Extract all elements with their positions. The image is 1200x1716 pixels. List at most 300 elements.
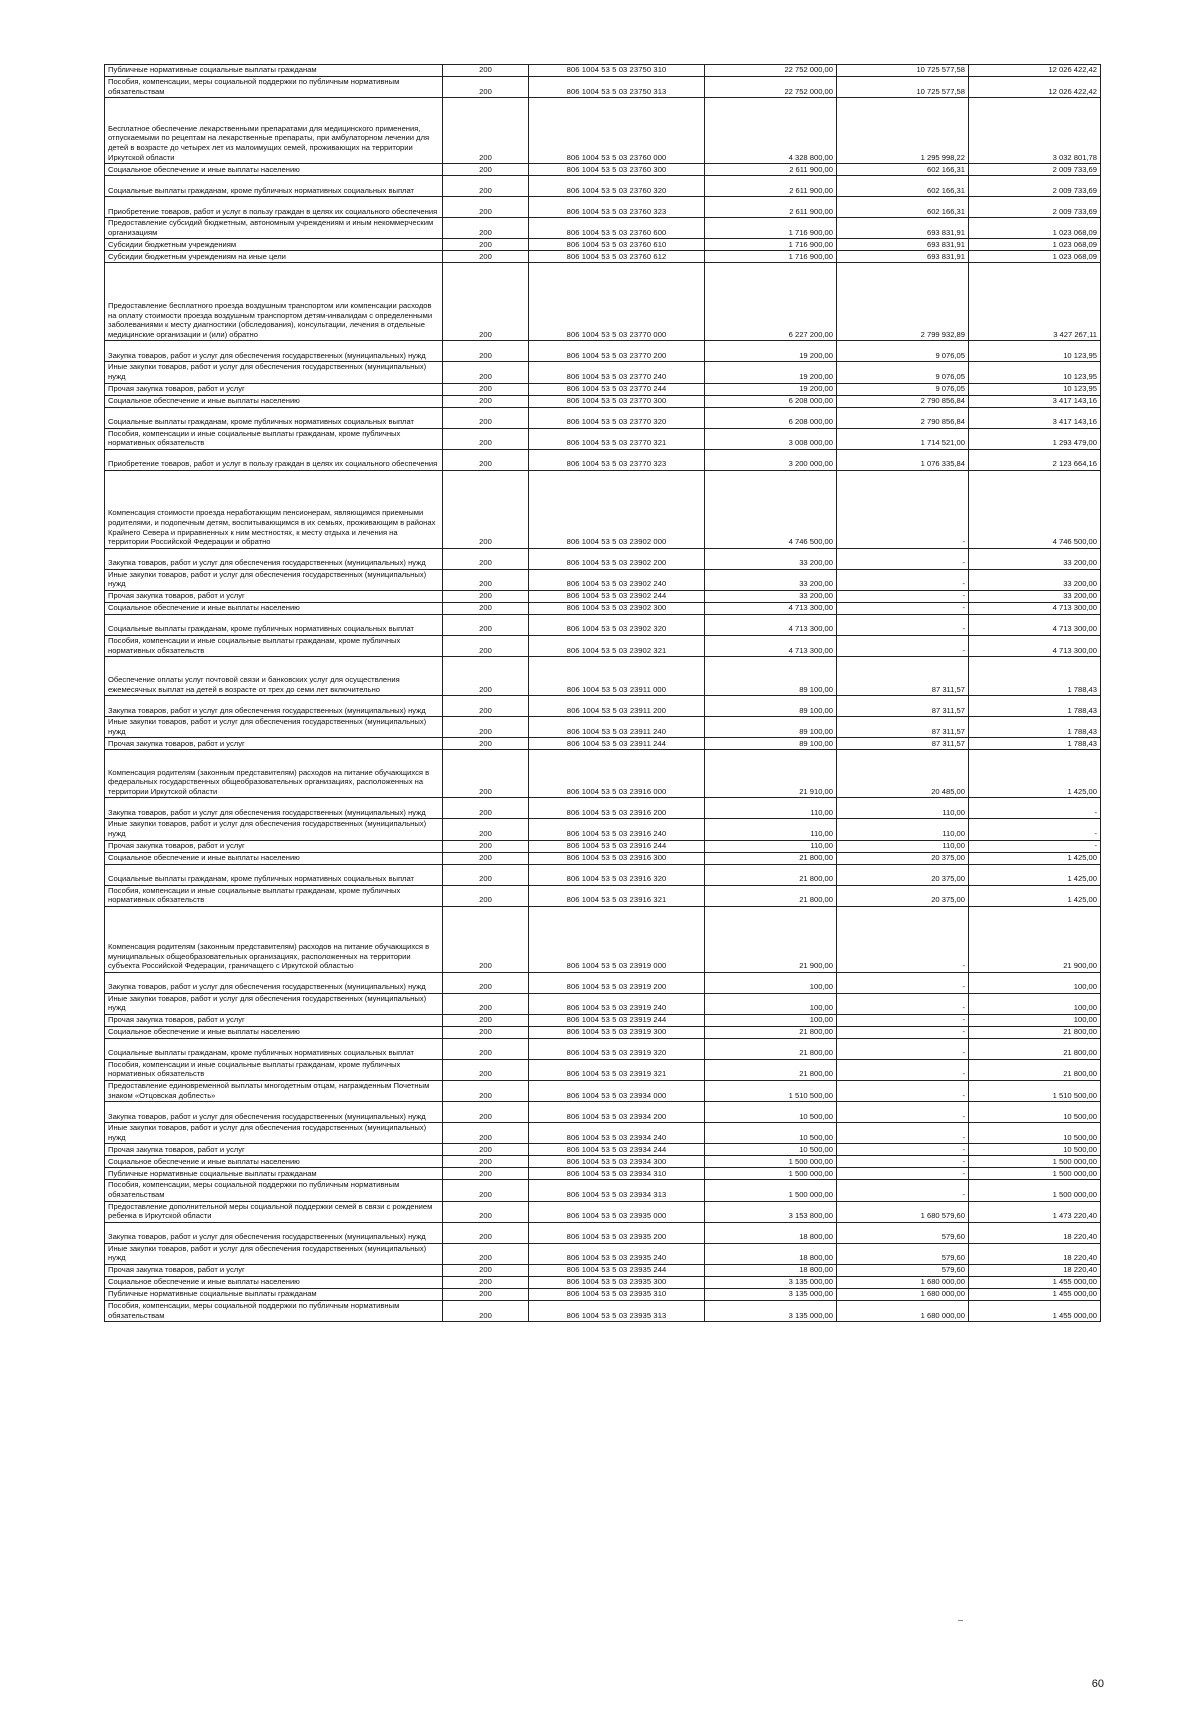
- cell-plan: 1 716 900,00: [705, 239, 837, 251]
- row-label: Иные закупки товаров, работ и услуг для обеспечения государственных (муниципальных) нужд: [108, 362, 427, 381]
- cell-exec: 1 680 000,00: [837, 1289, 969, 1301]
- table-row: [105, 407, 1101, 428]
- cell-name: [105, 885, 443, 906]
- cell-exec: 579,60: [837, 1243, 969, 1264]
- cell-name: [105, 840, 443, 852]
- cell-kbk: 806 1004 53 5 03 23916 240: [529, 819, 705, 840]
- cell-plan: 110,00: [705, 840, 837, 852]
- cell-code: 200: [443, 197, 529, 218]
- row-label: Пособия, компенсации и иные социальные выплаты гражданам, кроме публичных нормативных обязательств: [108, 1059, 401, 1079]
- cell-code: 200: [443, 1201, 529, 1222]
- cell-plan: 19 200,00: [705, 362, 837, 383]
- cell-name: [105, 614, 443, 635]
- row-label: Субсидии бюджетным учреждениям: [108, 239, 237, 249]
- cell-exec: 2 799 932,89: [837, 263, 969, 341]
- cell-rest: -: [969, 840, 1101, 852]
- cell-code: 200: [443, 657, 529, 696]
- cell-code: 200: [443, 993, 529, 1014]
- cell-name: [105, 395, 443, 407]
- cell-rest: 1 455 000,00: [969, 1289, 1101, 1301]
- cell-rest: 4 713 300,00: [969, 614, 1101, 635]
- cell-plan: 21 800,00: [705, 1059, 837, 1080]
- cell-rest: 4 713 300,00: [969, 635, 1101, 656]
- table-row: [105, 840, 1101, 852]
- cell-name: [105, 750, 443, 798]
- cell-kbk: 806 1004 53 5 03 23935 310: [529, 1289, 705, 1301]
- table-row: [105, 77, 1101, 98]
- cell-plan: 2 611 900,00: [705, 197, 837, 218]
- cell-code: 200: [443, 602, 529, 614]
- cell-plan: 10 500,00: [705, 1102, 837, 1123]
- cell-name: [105, 1277, 443, 1289]
- cell-rest: -: [969, 798, 1101, 819]
- cell-exec: 1 680 000,00: [837, 1301, 969, 1322]
- cell-kbk: 806 1004 53 5 03 23916 321: [529, 885, 705, 906]
- cell-rest: 100,00: [969, 1014, 1101, 1026]
- cell-name: [105, 798, 443, 819]
- cell-exec: -: [837, 1026, 969, 1038]
- cell-name: [105, 602, 443, 614]
- cell-plan: 3 008 000,00: [705, 428, 837, 449]
- cell-rest: 1 023 068,09: [969, 218, 1101, 239]
- cell-kbk: 806 1004 53 5 03 23919 300: [529, 1026, 705, 1038]
- table-row: [105, 1289, 1101, 1301]
- cell-plan: 1 716 900,00: [705, 251, 837, 263]
- cell-code: 200: [443, 1180, 529, 1201]
- table-row: [105, 362, 1101, 383]
- budget-table-page: [104, 64, 1100, 1322]
- cell-kbk: 806 1004 53 5 03 23934 310: [529, 1168, 705, 1180]
- table-row: [105, 657, 1101, 696]
- table-row: [105, 1201, 1101, 1222]
- table-row: [105, 1156, 1101, 1168]
- cell-plan: 18 800,00: [705, 1222, 837, 1243]
- row-label: Пособия, компенсации и иные социальные выплаты гражданам, кроме публичных нормативных обязательств: [108, 428, 401, 448]
- cell-plan: 6 227 200,00: [705, 263, 837, 341]
- cell-rest: 33 200,00: [969, 548, 1101, 569]
- cell-kbk: 806 1004 53 5 03 23916 320: [529, 864, 705, 885]
- cell-name: [105, 548, 443, 569]
- cell-rest: 1 500 000,00: [969, 1156, 1101, 1168]
- table-row: [105, 1081, 1101, 1102]
- cell-name: [105, 1243, 443, 1264]
- cell-name: [105, 449, 443, 470]
- row-label: Социальное обеспечение и иные выплаты населению: [108, 164, 300, 174]
- cell-rest: 3 417 143,16: [969, 407, 1101, 428]
- cell-name: [105, 1123, 443, 1144]
- cell-name: [105, 251, 443, 263]
- cell-kbk: 806 1004 53 5 03 23760 320: [529, 176, 705, 197]
- cell-rest: 10 500,00: [969, 1102, 1101, 1123]
- cell-name: [105, 1289, 443, 1301]
- cell-code: 200: [443, 383, 529, 395]
- cell-exec: -: [837, 1180, 969, 1201]
- cell-name: [105, 164, 443, 176]
- row-label: Иные закупки товаров, работ и услуг для обеспечения государственных (муниципальных) нужд: [108, 569, 427, 589]
- cell-kbk: 806 1004 53 5 03 23935 313: [529, 1301, 705, 1322]
- cell-plan: 10 500,00: [705, 1123, 837, 1144]
- cell-plan: 22 752 000,00: [705, 65, 837, 77]
- cell-exec: 579,60: [837, 1265, 969, 1277]
- cell-kbk: 806 1004 53 5 03 23770 321: [529, 428, 705, 449]
- cell-rest: 1 500 000,00: [969, 1168, 1101, 1180]
- cell-code: 200: [443, 1144, 529, 1156]
- cell-exec: -: [837, 1123, 969, 1144]
- cell-code: 200: [443, 1265, 529, 1277]
- row-label: Бесплатное обеспечение лекарственными препаратами для медицинского применения, отпускаемыми по рецептам на лекарственные препараты, при амбулаторном лечении для детей в возрасте до четырех лет из малоимущих семей, проживающих на территории Иркутской области: [108, 123, 430, 162]
- cell-exec: 1 295 998,22: [837, 98, 969, 164]
- cell-kbk: 806 1004 53 5 03 23760 610: [529, 239, 705, 251]
- row-label: Пособия, компенсации и иные социальные выплаты гражданам, кроме публичных нормативных обязательств: [108, 885, 401, 905]
- cell-code: 200: [443, 164, 529, 176]
- cell-name: [105, 1081, 443, 1102]
- cell-rest: 1 455 000,00: [969, 1301, 1101, 1322]
- cell-kbk: 806 1004 53 5 03 23916 200: [529, 798, 705, 819]
- cell-name: [105, 717, 443, 738]
- cell-kbk: 806 1004 53 5 03 23916 244: [529, 840, 705, 852]
- cell-name: [105, 906, 443, 972]
- row-label: Иные закупки товаров, работ и услуг для обеспечения государственных (муниципальных) нужд: [108, 993, 427, 1013]
- cell-plan: 2 611 900,00: [705, 176, 837, 197]
- cell-rest: 4 713 300,00: [969, 602, 1101, 614]
- cell-exec: -: [837, 614, 969, 635]
- cell-code: 200: [443, 1038, 529, 1059]
- table-row: [105, 1168, 1101, 1180]
- cell-plan: 2 611 900,00: [705, 164, 837, 176]
- cell-code: 200: [443, 449, 529, 470]
- row-label: Социальное обеспечение и иные выплаты населению: [108, 1156, 300, 1166]
- cell-exec: -: [837, 1014, 969, 1026]
- table-row: [105, 1301, 1101, 1322]
- row-label: Иные закупки товаров, работ и услуг для обеспечения государственных (муниципальных) нужд: [108, 819, 427, 838]
- row-label: Социальные выплаты гражданам, кроме публичных нормативных социальных выплат: [108, 185, 415, 195]
- table-row: [105, 750, 1101, 798]
- table-row: [105, 1222, 1101, 1243]
- cell-rest: 1 425,00: [969, 864, 1101, 885]
- cell-name: [105, 972, 443, 993]
- table-row: [105, 395, 1101, 407]
- table-row: [105, 1180, 1101, 1201]
- cell-exec: -: [837, 993, 969, 1014]
- row-label: Прочая закупка товаров, работ и услуг: [108, 591, 245, 601]
- row-label: Иные закупки товаров, работ и услуг для обеспечения государственных (муниципальных) нужд: [108, 717, 427, 736]
- cell-name: [105, 1038, 443, 1059]
- cell-name: [105, 263, 443, 341]
- cell-name: [105, 218, 443, 239]
- cell-plan: 1 716 900,00: [705, 218, 837, 239]
- cell-kbk: 806 1004 53 5 03 23760 612: [529, 251, 705, 263]
- cell-kbk: 806 1004 53 5 03 23902 240: [529, 569, 705, 590]
- cell-plan: 1 510 500,00: [705, 1081, 837, 1102]
- cell-plan: 89 100,00: [705, 717, 837, 738]
- page-number: 60: [1091, 1678, 1104, 1690]
- cell-plan: 33 200,00: [705, 569, 837, 590]
- cell-name: [105, 696, 443, 717]
- cell-rest: 18 220,40: [969, 1222, 1101, 1243]
- cell-exec: 9 076,05: [837, 383, 969, 395]
- cell-exec: 2 790 856,84: [837, 407, 969, 428]
- cell-name: [105, 176, 443, 197]
- cell-kbk: 806 1004 53 5 03 23935 240: [529, 1243, 705, 1264]
- row-label: Социальное обеспечение и иные выплаты населению: [108, 395, 300, 405]
- row-label: Пособия, компенсации и иные социальные выплаты гражданам, кроме публичных нормативных обязательств: [108, 635, 401, 655]
- row-label: Предоставление субсидий бюджетным, автономным учреждениям и иным некоммерческим организациям: [108, 218, 434, 237]
- cell-kbk: 806 1004 53 5 03 23919 240: [529, 993, 705, 1014]
- cell-code: 200: [443, 819, 529, 840]
- cell-plan: 10 500,00: [705, 1144, 837, 1156]
- cell-exec: 602 166,31: [837, 176, 969, 197]
- table-row: [105, 993, 1101, 1014]
- row-label: Обеспечение оплаты услуг почтовой связи и банковских услуг для осуществления ежемесячных выплат на детей в возрасте от трех до семи лет включительно: [108, 674, 400, 694]
- cell-name: [105, 590, 443, 602]
- cell-plan: 21 900,00: [705, 906, 837, 972]
- cell-plan: 19 200,00: [705, 341, 837, 362]
- cell-code: 200: [443, 864, 529, 885]
- row-label: Социальные выплаты гражданам, кроме публичных нормативных социальных выплат: [108, 1048, 415, 1058]
- table-row: [105, 1144, 1101, 1156]
- cell-kbk: 806 1004 53 5 03 23911 240: [529, 717, 705, 738]
- cell-name: [105, 1265, 443, 1277]
- cell-code: 200: [443, 1123, 529, 1144]
- cell-exec: 1 714 521,00: [837, 428, 969, 449]
- cell-rest: 1 788,43: [969, 696, 1101, 717]
- cell-kbk: 806 1004 53 5 03 23902 200: [529, 548, 705, 569]
- cell-name: [105, 1059, 443, 1080]
- table-row: [105, 590, 1101, 602]
- cell-name: [105, 1144, 443, 1156]
- table-row: [105, 635, 1101, 656]
- cell-kbk: 806 1004 53 5 03 23935 000: [529, 1201, 705, 1222]
- row-label: Закупка товаров, работ и услуг для обеспечения государственных (муниципальных) нужд: [108, 350, 426, 360]
- table-row: [105, 218, 1101, 239]
- cell-rest: 100,00: [969, 993, 1101, 1014]
- cell-exec: 20 375,00: [837, 864, 969, 885]
- cell-plan: 33 200,00: [705, 548, 837, 569]
- cell-plan: 6 208 000,00: [705, 395, 837, 407]
- cell-plan: 33 200,00: [705, 590, 837, 602]
- row-label: Приобретение товаров, работ и услуг в пользу граждан в целях их социального обеспечения: [108, 459, 438, 469]
- cell-code: 200: [443, 798, 529, 819]
- cell-kbk: 806 1004 53 5 03 23934 240: [529, 1123, 705, 1144]
- cell-plan: 110,00: [705, 798, 837, 819]
- cell-plan: 4 746 500,00: [705, 470, 837, 548]
- cell-plan: 21 800,00: [705, 852, 837, 864]
- cell-code: 200: [443, 176, 529, 197]
- table-row: [105, 1277, 1101, 1289]
- cell-exec: 9 076,05: [837, 341, 969, 362]
- cell-code: 200: [443, 251, 529, 263]
- cell-kbk: 806 1004 53 5 03 23760 600: [529, 218, 705, 239]
- cell-code: 200: [443, 1243, 529, 1264]
- cell-name: [105, 852, 443, 864]
- cell-rest: 2 009 733,69: [969, 197, 1101, 218]
- cell-kbk: 806 1004 53 5 03 23916 300: [529, 852, 705, 864]
- cell-plan: 100,00: [705, 993, 837, 1014]
- cell-code: 200: [443, 750, 529, 798]
- cell-exec: 20 485,00: [837, 750, 969, 798]
- cell-rest: 18 220,40: [969, 1265, 1101, 1277]
- cell-kbk: 806 1004 53 5 03 23770 244: [529, 383, 705, 395]
- row-label: Социальные выплаты гражданам, кроме публичных нормативных социальных выплат: [108, 416, 415, 426]
- cell-rest: 2 009 733,69: [969, 164, 1101, 176]
- cell-name: [105, 1102, 443, 1123]
- row-label: Прочая закупка товаров, работ и услуг: [108, 1144, 245, 1154]
- cell-rest: 1 455 000,00: [969, 1277, 1101, 1289]
- cell-plan: 19 200,00: [705, 383, 837, 395]
- table-row: [105, 470, 1101, 548]
- table-row: [105, 614, 1101, 635]
- row-label: Иные закупки товаров, работ и услуг для обеспечения государственных (муниципальных) нужд: [108, 1123, 427, 1142]
- cell-exec: -: [837, 1168, 969, 1180]
- cell-rest: 1 293 479,00: [969, 428, 1101, 449]
- row-label: Публичные нормативные социальные выплаты гражданам: [108, 1168, 317, 1178]
- table-row: [105, 1026, 1101, 1038]
- cell-exec: 693 831,91: [837, 239, 969, 251]
- cell-plan: 22 752 000,00: [705, 77, 837, 98]
- cell-plan: 1 500 000,00: [705, 1168, 837, 1180]
- row-label: Прочая закупка товаров, работ и услуг: [108, 738, 245, 748]
- cell-rest: 12 026 422,42: [969, 65, 1101, 77]
- cell-exec: 1 680 000,00: [837, 1277, 969, 1289]
- cell-code: 200: [443, 1059, 529, 1080]
- row-label: Компенсация родителям (законным представителям) расходов на питание обучающихся в муниципальных общеобразовательных организациях, расположенных на территории субъекта Российской Федерации, граничащего с Иркутской областью: [108, 941, 430, 971]
- cell-code: 200: [443, 548, 529, 569]
- cell-kbk: 806 1004 53 5 03 23934 000: [529, 1081, 705, 1102]
- cell-kbk: 806 1004 53 5 03 23916 000: [529, 750, 705, 798]
- table-row: [105, 263, 1101, 341]
- cell-rest: 3 417 143,16: [969, 395, 1101, 407]
- table-row: [105, 1059, 1101, 1080]
- table-row: [105, 548, 1101, 569]
- cell-exec: 87 311,57: [837, 738, 969, 750]
- cell-code: 200: [443, 470, 529, 548]
- cell-code: 200: [443, 1277, 529, 1289]
- cell-rest: 33 200,00: [969, 590, 1101, 602]
- cell-rest: 1 425,00: [969, 885, 1101, 906]
- cell-code: 200: [443, 1222, 529, 1243]
- cell-exec: 579,60: [837, 1222, 969, 1243]
- row-label: Публичные нормативные социальные выплаты гражданам: [108, 65, 317, 75]
- table-row: [105, 885, 1101, 906]
- cell-rest: 12 026 422,42: [969, 77, 1101, 98]
- row-label: Компенсация стоимости проезда неработающим пенсионерам, являющимся приемными родителями, и подопечным детям, воспитывающимся в их семьях, проживающим в районах Крайнего Севера и приравненных к ним местностях, к месту отдыха и лечения на территории Российской Федерации и обратно: [108, 508, 436, 547]
- cell-exec: 20 375,00: [837, 885, 969, 906]
- cell-plan: 21 800,00: [705, 864, 837, 885]
- cell-code: 200: [443, 972, 529, 993]
- cell-kbk: 806 1004 53 5 03 23902 244: [529, 590, 705, 602]
- cell-exec: -: [837, 590, 969, 602]
- cell-name: [105, 98, 443, 164]
- cell-name: [105, 341, 443, 362]
- cell-kbk: 806 1004 53 5 03 23934 244: [529, 1144, 705, 1156]
- row-label: Закупка товаров, работ и услуг для обеспечения государственных (муниципальных) нужд: [108, 1111, 426, 1121]
- cell-code: 200: [443, 428, 529, 449]
- cell-name: [105, 428, 443, 449]
- cell-kbk: 806 1004 53 5 03 23770 200: [529, 341, 705, 362]
- cell-kbk: 806 1004 53 5 03 23911 200: [529, 696, 705, 717]
- cell-exec: 2 790 856,84: [837, 395, 969, 407]
- cell-code: 200: [443, 1014, 529, 1026]
- cell-exec: -: [837, 1102, 969, 1123]
- row-label: Закупка товаров, работ и услуг для обеспечения государственных (муниципальных) нужд: [108, 705, 426, 715]
- cell-kbk: 806 1004 53 5 03 23760 300: [529, 164, 705, 176]
- cell-code: 200: [443, 239, 529, 251]
- cell-rest: 21 800,00: [969, 1059, 1101, 1080]
- cell-code: 200: [443, 1102, 529, 1123]
- cell-exec: 693 831,91: [837, 218, 969, 239]
- cell-exec: 87 311,57: [837, 657, 969, 696]
- row-label: Закупка товаров, работ и услуг для обеспечения государственных (муниципальных) нужд: [108, 982, 426, 992]
- cell-name: [105, 470, 443, 548]
- cell-exec: -: [837, 1038, 969, 1059]
- row-label: Компенсация родителям (законным представителям) расходов на питание обучающихся в федеральных государственных общеобразовательных организациях, расположенных на территории Иркутской области: [108, 767, 430, 796]
- scan-mark: [958, 1620, 963, 1621]
- cell-rest: 1 425,00: [969, 852, 1101, 864]
- cell-rest: 33 200,00: [969, 569, 1101, 590]
- cell-plan: 4 713 300,00: [705, 635, 837, 656]
- row-label: Закупка товаров, работ и услуг для обеспечения государственных (муниципальных) нужд: [108, 807, 426, 817]
- row-label: Публичные нормативные социальные выплаты гражданам: [108, 1289, 317, 1299]
- cell-exec: 602 166,31: [837, 164, 969, 176]
- cell-exec: 20 375,00: [837, 852, 969, 864]
- table-row: [105, 852, 1101, 864]
- cell-kbk: 806 1004 53 5 03 23919 200: [529, 972, 705, 993]
- cell-rest: 1 788,43: [969, 657, 1101, 696]
- table-row: [105, 251, 1101, 263]
- cell-plan: 89 100,00: [705, 696, 837, 717]
- cell-plan: 89 100,00: [705, 738, 837, 750]
- cell-exec: -: [837, 1144, 969, 1156]
- cell-rest: 1 788,43: [969, 717, 1101, 738]
- cell-name: [105, 569, 443, 590]
- cell-kbk: 806 1004 53 5 03 23770 000: [529, 263, 705, 341]
- cell-kbk: 806 1004 53 5 03 23919 244: [529, 1014, 705, 1026]
- table-row: [105, 602, 1101, 614]
- cell-kbk: 806 1004 53 5 03 23770 240: [529, 362, 705, 383]
- cell-code: 200: [443, 906, 529, 972]
- cell-plan: 21 910,00: [705, 750, 837, 798]
- cell-name: [105, 657, 443, 696]
- cell-code: 200: [443, 590, 529, 602]
- table-row: [105, 383, 1101, 395]
- cell-name: [105, 239, 443, 251]
- cell-kbk: 806 1004 53 5 03 23934 313: [529, 1180, 705, 1201]
- row-label: Закупка товаров, работ и услуг для обеспечения государственных (муниципальных) нужд: [108, 1232, 426, 1242]
- row-label: Прочая закупка товаров, работ и услуг: [108, 383, 245, 393]
- cell-code: 200: [443, 395, 529, 407]
- cell-rest: 10 123,95: [969, 362, 1101, 383]
- cell-rest: 4 746 500,00: [969, 470, 1101, 548]
- table-row: [105, 1123, 1101, 1144]
- cell-name: [105, 1156, 443, 1168]
- cell-code: 200: [443, 1301, 529, 1322]
- cell-plan: 21 800,00: [705, 1026, 837, 1038]
- cell-exec: 110,00: [837, 819, 969, 840]
- table-row: [105, 1038, 1101, 1059]
- cell-exec: -: [837, 1156, 969, 1168]
- cell-name: [105, 1222, 443, 1243]
- cell-plan: 110,00: [705, 819, 837, 840]
- cell-rest: 10 500,00: [969, 1144, 1101, 1156]
- table-row: [105, 738, 1101, 750]
- cell-rest: 21 900,00: [969, 906, 1101, 972]
- table-row: [105, 1265, 1101, 1277]
- cell-name: [105, 635, 443, 656]
- cell-kbk: 806 1004 53 5 03 23902 320: [529, 614, 705, 635]
- cell-kbk: 806 1004 53 5 03 23919 320: [529, 1038, 705, 1059]
- table-row: [105, 1243, 1101, 1264]
- cell-plan: 89 100,00: [705, 657, 837, 696]
